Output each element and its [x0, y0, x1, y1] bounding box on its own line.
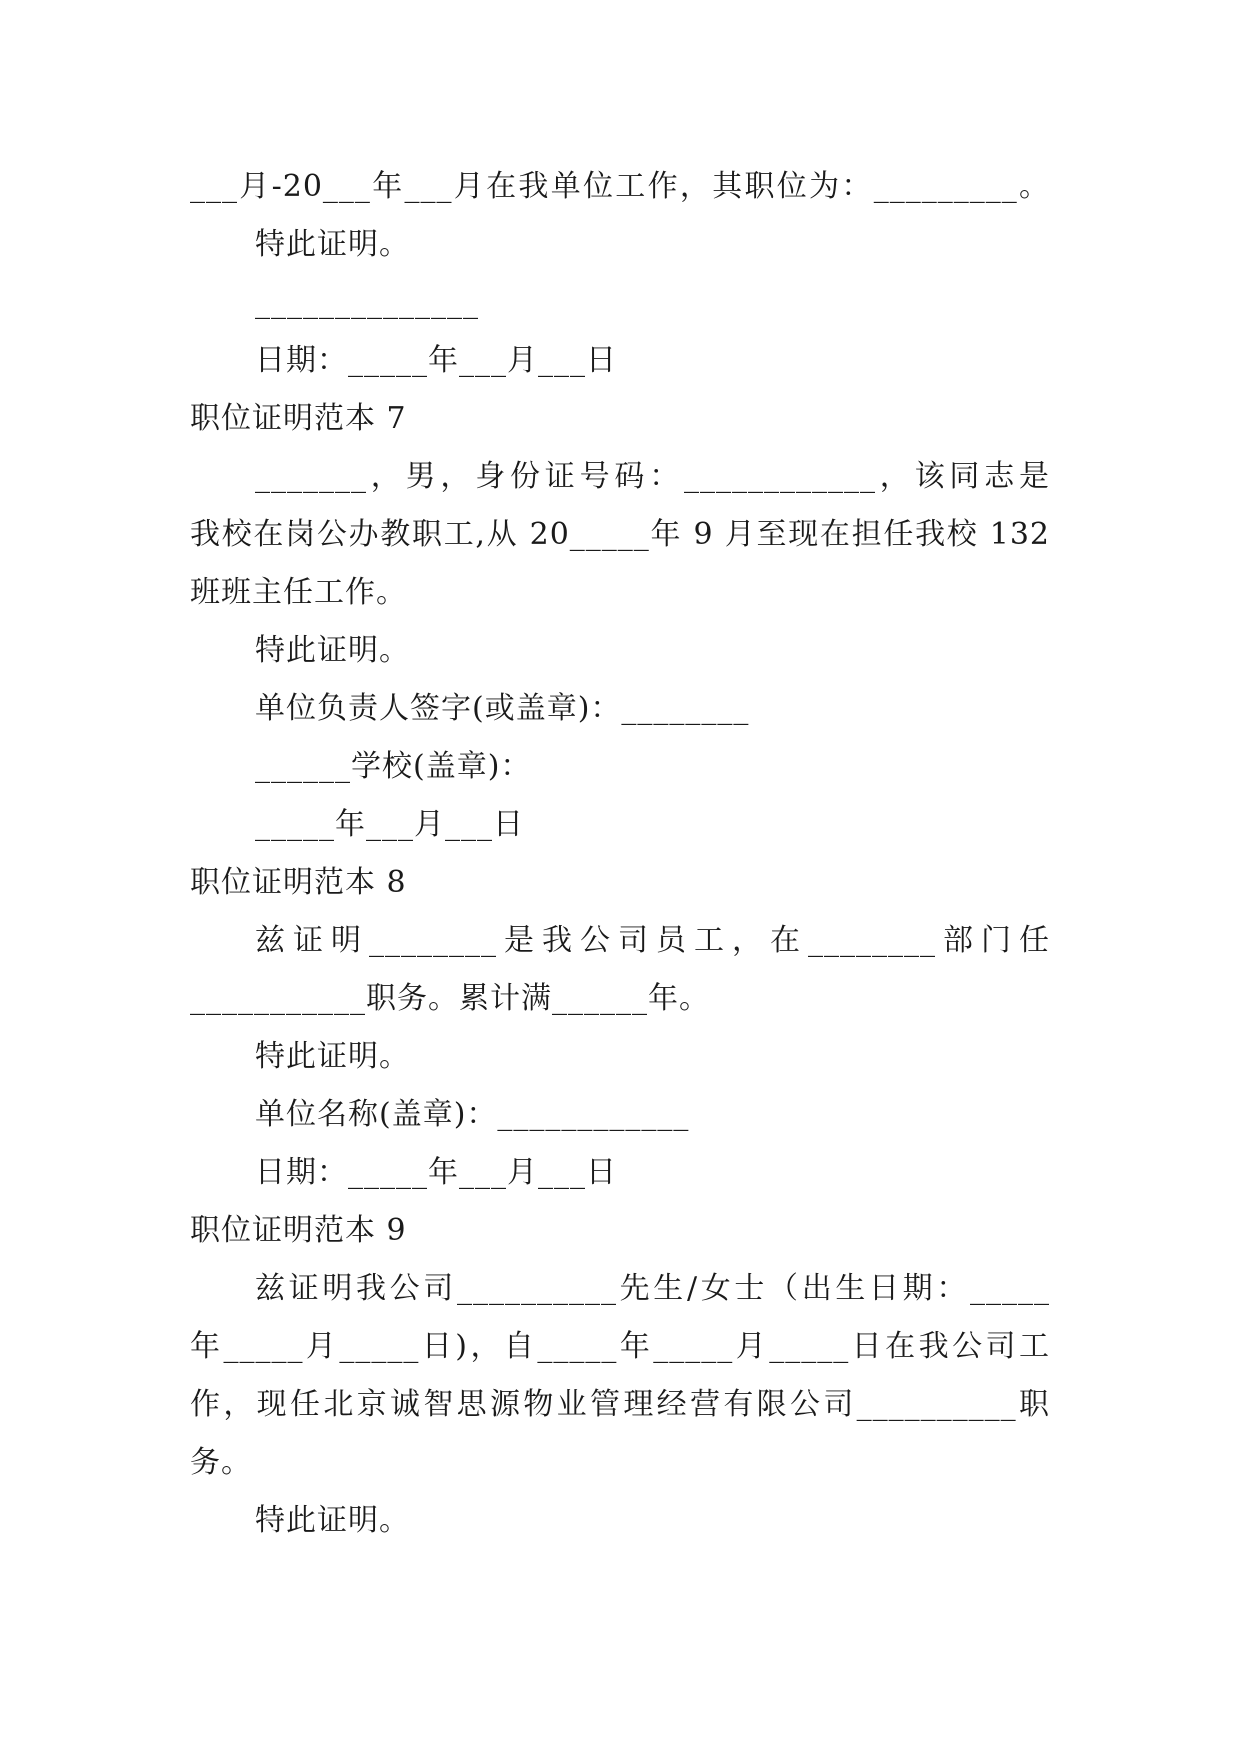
text-line: 作，现任北京诚智思源物业管理经营有限公司__________职	[190, 1387, 1050, 1422]
text-line: 特此证明。	[255, 1039, 410, 1074]
date-line: _____年___月___日	[255, 807, 524, 842]
text-line: ______学校(盖章)：	[255, 749, 532, 784]
text-line: ___________职务。累计满______年。	[190, 981, 710, 1016]
text-line: 单位名称(盖章)：____________	[255, 1097, 690, 1132]
text-line: 我校在岗公办教职工,从 20_____年 9 月至现在担任我校 132	[190, 517, 1050, 552]
signature-blank: ______________	[255, 285, 479, 320]
text-line: 年_____月_____日)，自_____年_____月_____日在我公司工	[190, 1329, 1050, 1364]
date-line: 日期：_____年___月___日	[255, 1155, 617, 1190]
text-line: 班班主任工作。	[190, 575, 407, 610]
text-line: 务。	[190, 1445, 252, 1480]
section-heading: 职位证明范本 9	[190, 1213, 407, 1248]
text-line: 特此证明。	[255, 633, 410, 668]
section-heading: 职位证明范本 8	[190, 865, 407, 900]
text-line: _______，男，身份证号码：____________，该同志是	[255, 459, 1050, 494]
text-line: 兹证明我公司__________先生/女士（出生日期：_____	[255, 1271, 1050, 1306]
text-line: 特此证明。	[255, 227, 410, 262]
text-line: 单位负责人签字(或盖章)：________	[255, 691, 750, 726]
text-line: 兹证明________是我公司员工，在________部门任	[255, 923, 1050, 958]
section-heading: 职位证明范本 7	[190, 401, 407, 436]
text-line: ___月-20___年___月在我单位工作，其职位为：_________。	[190, 169, 1050, 204]
date-line: 日期：_____年___月___日	[255, 343, 617, 378]
text-line: 特此证明。	[255, 1503, 410, 1538]
